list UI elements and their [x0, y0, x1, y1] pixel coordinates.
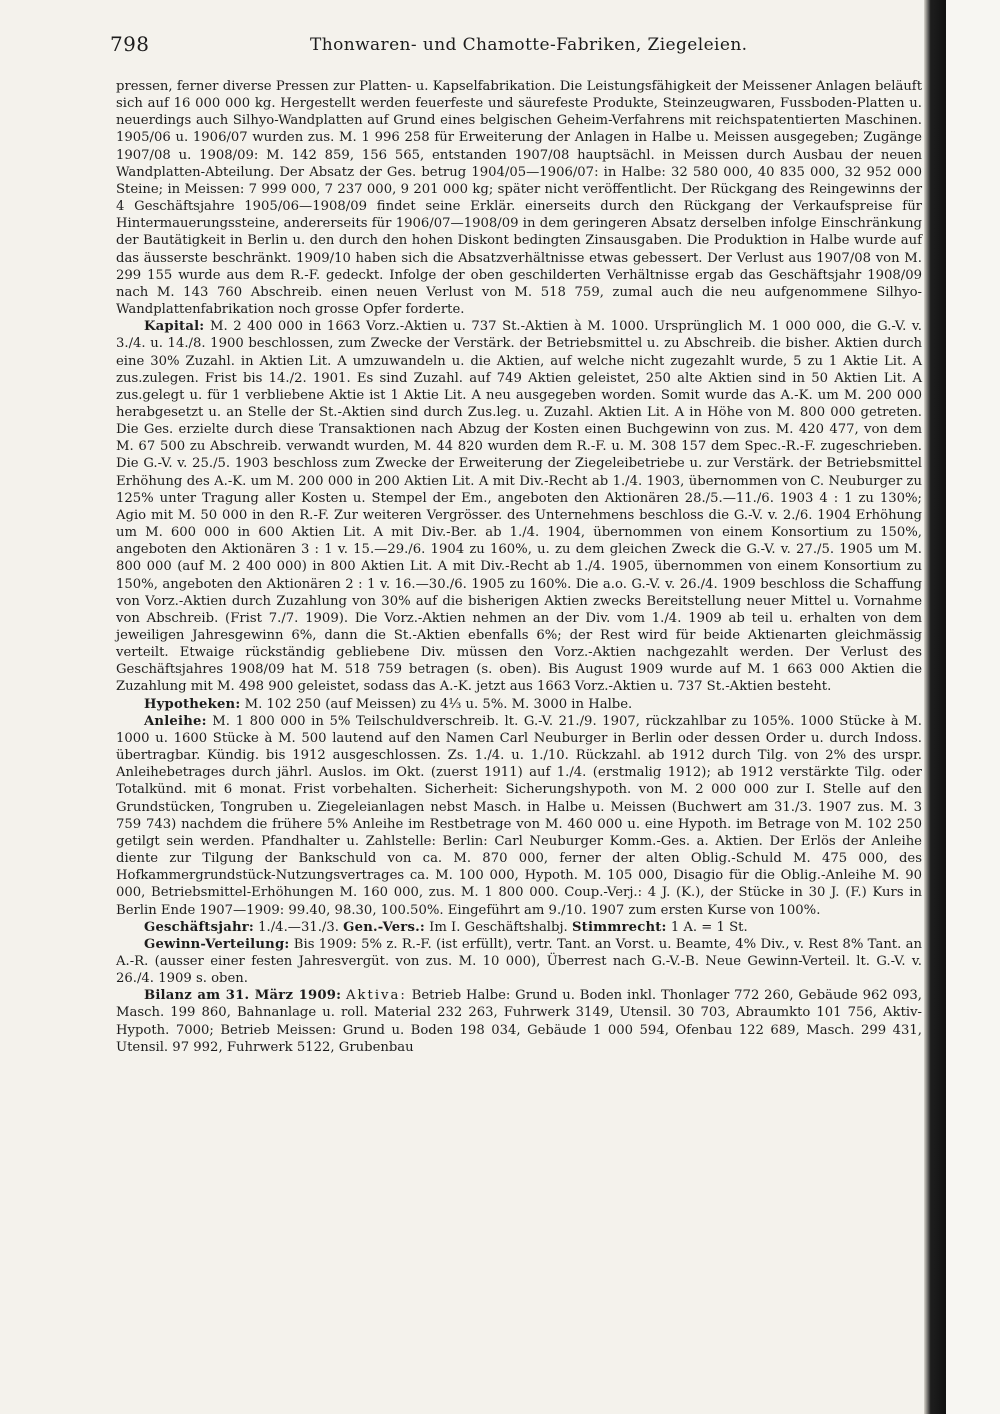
- paragraph-text: pressen, ferner diverse Pressen zur Platten- u. Kapselfabrikation. Die Leistungsfähigkeit der Meissener Anlagen beläuft sich auf 16 000 000 kg. Hergestellt werden feuerfeste und säurefeste Produkte, Steinzeugwaren, Fussboden-Platten u. neuerdings auch Silhyo-Wandplatten auf Grund eines belgischen Geheim-Verfahrens mit reichspatentierten Maschinen. 1905/06 u. 1906/07 wurden zus. M. 1 996 258 für Erweiterung der Anlagen in Halbe u. Meissen ausgegeben; Zugänge 1907/08 u. 1908/09: M. 142 859, 156 565, entstanden 1907/08 hauptsächl. in Meissen durch Ausbau der neuen Wandplatten-Abteilung. Der Absatz der Ges. betrug 1904/05—1906/07: in Halbe: 32 580 000, 40 835 000, 32 952 000 Steine; in Meissen: 7 999 000, 7 237 000, 9 201 000 kg; später nicht veröffentlicht. Der Rückgang des Reingewinns der 4 Geschäftsjahre 1905/06—1908/09 findet seine Erklär. einerseits durch den Rückgang der Verkaufspreise für Hintermauerungssteine, andererseits für 1906/07—1908/09 in dem geringeren Absatz derselben infolge Einschränkung der Bautätigkeit in Berlin u. den durch den hohen Diskont bedingten Zinsausgaben. Die Produktion in Halbe wurde auf das äusserste beschränkt. 1909/10 haben sich die Absatzverhältnisse etwas gebessert. Der Verlust aus 1907/08 von M. 299 155 wurde aus dem R.-F. gedeckt. Infolge der oben geschilderten Verhältnisse ergab das Geschäftsjahr 1908/09 nach M. 143 760 Abschreib. einen neuen Verlust von M. 518 759, zumal auch die neu aufgenommene Silhyo-Wandplattenfabrikation noch grosse Opfer forderte.: [116, 79, 922, 318]
- paragraph-text: Im I. Geschäftshalbj.: [429, 919, 568, 935]
- paragraph-anleihe: [116, 713, 922, 919]
- section-lead-stimmrecht: Stimmrecht:: [571, 919, 667, 935]
- paragraph-geschaeftsjahr: [116, 919, 922, 936]
- section-sublead-aktiva: Aktiva:: [346, 988, 407, 1004]
- section-lead-kapital: Kapital:: [144, 319, 205, 335]
- section-lead-anleihe: Anleihe:: [144, 713, 207, 729]
- paragraph-text: M. 2 400 000 in 1663 Vorz.-Aktien u. 737 St.-Aktien à M. 1000. Ursprünglich M. 1 000 000, die G.-V. v. 3./4. u. 14./8. 1900 beschlossen, zum Zwecke der Verstärk. der Betriebsmittel u. zu Abschreib. die bisher. Aktien durch eine 30% Zuzahl. in Aktien Lit. A umzuwandeln u. die Aktien, auf welche nicht zugezahlt wurde, 5 zu 1 Aktie Lit. A zus.zulegen. Frist bis 14./2. 1901. Es sind Zuzahl. auf 749 Aktien geleistet, 250 alte Aktien sind in 50 Aktien Lit. A zus.gelegt u. für 1 verbliebene Aktie ist 1 Aktie Lit. A neu ausgegeben worden. Somit wurde das A.-K. um M. 200 000 herabgesetzt u. an Stelle der St.-Aktien sind durch Zus.leg. u. Zuzahl. Aktien Lit. A in Höhe von M. 800 000 getreten. Die Ges. erzielte durch diese Transaktionen nach Abzug der Kosten einen Buchgewinn von zus. M. 420 477, von dem M. 67 500 zu Abschreib. verwandt wurden, M. 44 820 wurden dem R.-F. u. M. 308 157 dem Spec.-R.-F. zugeschrieben. Die G.-V. v. 25./5. 1903 beschloss zum Zwecke der Erweiterung der Ziegeleibetriebe u. zur Verstärk. der Betriebsmittel Erhöhung des A.-K. um M. 200 000 in 200 Aktien Lit. A mit Div.-Recht ab 1./4. 1903, übernommen von C. Neuburger zu 125% unter Tragung aller Kosten u. Stempel der Em., angeboten den Aktionären 28./5.—11./6. 1903 4 : 1 zu 130%; Agio mit M. 50 000 in den R.-F. Zur weiteren Vergrösser. des Unternehmens beschloss die G.-V. v. 2./6. 1904 Erhöhung um M. 600 000 in 600 Aktien Lit. A mit Div.-Ber. ab 1./4. 1904, übernommen von einem Konsortium zu 150%, angeboten den Aktionären 3 : 1 v. 15.—29./6. 1904 zu 160%, u. zu dem gleichen Zweck die G.-V. v. 27./5. 1905 um M. 800 000 (auf M. 2 400 000) in 800 Aktien Lit. A mit Div.-Recht ab 1./4. 1905, übernommen von einem Konsortium zu 150%, angeboten den Aktionären 2 : 1 v. 16.—30./6. 1905 zu 160%. Die a.o. G.-V. v. 26./4. 1909 beschloss die Schaffung von Vorz.-Aktien durch Zuzahlung von 30% auf die bisherigen Aktien zwecks Bereitstellung neuer Mittel u. Vornahme von Abschreib. (Frist 7./7. 1909). Die Vorz.-Aktien nehmen an der Div. vom 1./4. 1909 ab teil u. erhalten von dem jeweiligen Jahresgewinn 6%, dann die St.-Aktien ebenfalls 6%; der Rest wird für beide Aktienarten gleichmässig verteilt. Etwaige rückständig gebliebene Div. müssen den Vorz.-Aktien nachgezahlt werden. Der Verlust des Geschäftsjahres 1908/09 hat M. 518 759 betragen (s. oben). Bis August 1909 wurde auf M. 1 663 000 Aktien die Zuzahlung mit M. 498 900 geleistet, sodass das A.-K. jetzt aus 1663 Vorz.-Aktien u. 737 St.-Aktien besteht.: [116, 319, 922, 695]
- page-number: 798: [110, 32, 150, 56]
- running-title: Thonwaren- und Chamotte-Fabriken, Ziegeleien.: [310, 35, 748, 55]
- scan-binding-edge: [924, 0, 946, 1414]
- section-lead-bilanz: Bilanz am 31. März 1909:: [144, 988, 342, 1004]
- section-lead-gewinn-verteilung: Gewinn-Verteilung:: [144, 936, 290, 952]
- section-lead-hypotheken: Hypotheken:: [144, 696, 241, 712]
- section-lead-gen-vers: Gen.-Vers.:: [343, 919, 425, 935]
- paragraph-gewinn-verteilung: [116, 936, 922, 987]
- paragraph-kapital: [116, 318, 922, 695]
- section-lead-geschaeftsjahr: Geschäftsjahr:: [144, 919, 254, 935]
- scan-margin: [946, 0, 1000, 1414]
- paragraph-text: M. 1 800 000 in 5% Teilschuldverschreib. lt. G.-V. 21./9. 1907, rückzahlbar zu 105%. 1000 Stücke à M. 1000 u. 1600 Stücke à M. 500 lautend auf den Namen Carl Neuburger in Berlin oder dessen Order u. durch Indoss. übertragbar. Kündig. bis 1912 ausgeschlossen. Zs. 1./4. u. 1./10. Rückzahl. ab 1912 durch Tilg. von 2% des urspr. Anleihebetrages durch jährl. Auslos. im Okt. (zuerst 1911) auf 1./4. (erstmalig 1912); ab 1912 verstärkte Tilg. oder Totalkünd. mit 6 monat. Frist vorbehalten. Sicherheit: Sicherungshypoth. von M. 2 000 000 zur I. Stelle auf den Grundstücken, Tongruben u. Ziegeleianlagen nebst Masch. in Halbe u. Meissen (Buchwert am 31./3. 1907 zus. M. 3 759 743) nachdem die frühere 5% Anleihe im Restbetrage von M. 460 000 u. eine Hypoth. im Betrage von M. 102 250 getilgt sein werden. Pfandhalter u. Zahlstelle: Berlin: Carl Neuburger Komm.-Ges. a. Aktien. Der Erlös der Anleihe diente zur Tilgung der Bankschuld von ca. M. 870 000, ferner der alten Oblig.-Schuld M. 475 000, des Hofkammergrundstück-Nutzungsvertrages ca. M. 100 000, Hypoth. M. 105 000, Disagio für die Oblig.-Anleihe M. 90 000, Betriebsmittel-Erhöhungen M. 160 000, zus. M. 1 800 000. Coup.-Verj.: 4 J. (K.), der Stücke in 30 J. (F.) Kurs in Berlin Ende 1907—1909: 99.40, 98.30, 100.50%. Eingeführt am 9./10. 1907 zum ersten Kurse von 100%.: [116, 713, 922, 918]
- page-header: [110, 32, 922, 62]
- paragraph-text: Bis 1909: 5% z. R.-F. (ist erfüllt), vertr. Tant. an Vorst. u. Beamte, 4% Div., v. Rest 8% Tant. an A.-R. (ausser einer festen Jahresvergüt. von zus. M. 10 000), Überrest nach G.-V.-B. Neue Gewinn-Verteil. lt. G.-V. v. 26./4. 1909 s. oben.: [116, 936, 922, 987]
- body-text: [116, 78, 922, 1056]
- document-page: [110, 0, 922, 1414]
- paragraph-text: M. 102 250 (auf Meissen) zu 4⅓ u. 5%. M. 3000 in Halbe.: [244, 696, 633, 712]
- paragraph-text: Betrieb Halbe: Grund u. Boden inkl. Thonlager 772 260, Gebäude 962 093, Masch. 199 860, Bahnanlage u. roll. Material 232 263, Fuhrwerk 3149, Utensil. 30 703, Abraumkto 101 756, Aktiv-Hypoth. 7000; Betrieb Meissen: Grund u. Boden 198 034, Gebäude 1 000 594, Ofenbau 122 689, Masch. 299 431, Utensil. 97 992, Fuhrwerk 5122, Grubenbau: [116, 988, 922, 1055]
- paragraph-text: 1 A. = 1 St.: [670, 919, 748, 935]
- paragraph-hypotheken: [116, 696, 922, 713]
- paragraph-production: [116, 78, 922, 318]
- paragraph-bilanz: [116, 987, 922, 1056]
- paragraph-text: 1./4.—31./3.: [258, 919, 339, 935]
